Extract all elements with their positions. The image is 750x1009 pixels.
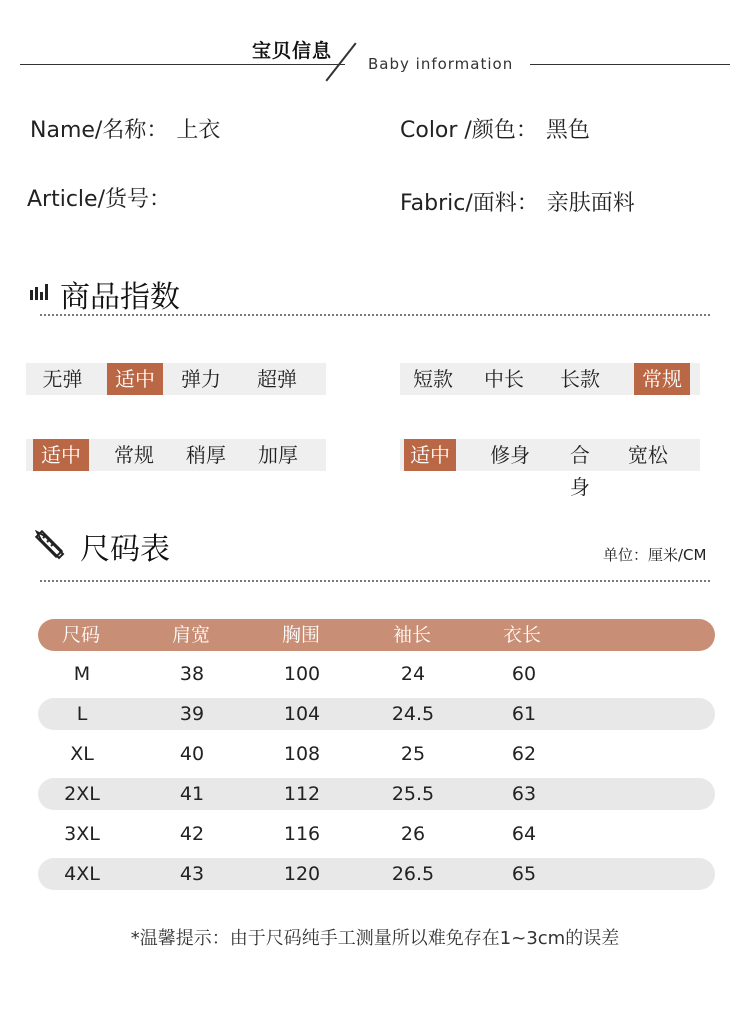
cell-length: 64 bbox=[511, 823, 537, 845]
cell-chest: 112 bbox=[283, 783, 321, 805]
cell-size: XL bbox=[70, 743, 94, 765]
header-divider-right bbox=[530, 64, 730, 65]
indicator-row-length bbox=[400, 363, 700, 395]
cell-sleeve: 24.5 bbox=[391, 703, 435, 725]
cell-sleeve: 25.5 bbox=[391, 783, 435, 805]
info-fabric-value: 亲肤面料 bbox=[546, 191, 635, 216]
table-row bbox=[38, 738, 715, 770]
cell-sleeve: 26.5 bbox=[391, 863, 435, 885]
info-fabric-label: Fabric/面料： bbox=[400, 191, 539, 216]
cell-sleeve: 24 bbox=[400, 663, 426, 685]
indicator-option: 短款 bbox=[413, 367, 453, 391]
section-subtitle-baby-info: Baby information bbox=[368, 55, 514, 73]
cell-shoulder: 38 bbox=[179, 663, 205, 685]
info-color-value: 黑色 bbox=[545, 118, 590, 143]
indicator-row-fit bbox=[400, 439, 700, 499]
cell-length: 65 bbox=[511, 863, 537, 885]
info-name bbox=[30, 113, 220, 144]
ruler-pencil-icon bbox=[33, 528, 65, 560]
cell-shoulder: 42 bbox=[179, 823, 205, 845]
indicator-option: 加厚 bbox=[258, 443, 298, 467]
info-article-label: Article/货号： bbox=[27, 187, 171, 212]
indicator-option: 长款 bbox=[560, 367, 600, 391]
cell-chest: 108 bbox=[283, 743, 321, 765]
indicator-option: 宽松 bbox=[627, 443, 668, 467]
indicator-option: 稍厚 bbox=[186, 443, 226, 467]
cell-chest: 116 bbox=[283, 823, 321, 845]
bar-chart-icon bbox=[30, 284, 48, 300]
cell-shoulder: 39 bbox=[179, 703, 205, 725]
cell-length: 61 bbox=[511, 703, 537, 725]
table-row bbox=[38, 778, 715, 810]
indicator-option: 常规 bbox=[114, 443, 154, 467]
cell-size: 3XL bbox=[64, 823, 100, 845]
indicator-option: 弹力 bbox=[181, 367, 221, 391]
indicator-option: 中长 bbox=[484, 367, 524, 391]
indicator-row-thickness bbox=[26, 439, 326, 471]
header-chest: 胸围 bbox=[281, 624, 320, 646]
header-shoulder: 肩宽 bbox=[171, 624, 210, 646]
cell-chest: 100 bbox=[283, 663, 321, 685]
indicator-option: 修身 bbox=[490, 443, 531, 467]
cell-length: 60 bbox=[511, 663, 537, 685]
size-table-header bbox=[38, 619, 715, 651]
cell-shoulder: 41 bbox=[179, 783, 205, 805]
indicator-option-selected: 适中 bbox=[33, 439, 89, 471]
cell-size: M bbox=[73, 663, 91, 685]
info-fabric bbox=[400, 186, 635, 217]
table-row bbox=[38, 818, 715, 850]
cell-size: 4XL bbox=[64, 863, 100, 885]
info-article bbox=[27, 182, 179, 213]
cell-shoulder: 40 bbox=[179, 743, 205, 765]
measurement-note: *温馨提示：由于尺码纯手工测量所以难免存在1~3cm的误差 bbox=[130, 928, 620, 949]
cell-chest: 120 bbox=[283, 863, 321, 885]
header-size: 尺码 bbox=[61, 624, 100, 646]
cell-chest: 104 bbox=[283, 703, 321, 725]
section-title-size-chart: 尺码表 bbox=[80, 532, 170, 567]
cell-shoulder: 43 bbox=[179, 863, 205, 885]
header-sleeve: 袖长 bbox=[392, 624, 431, 646]
indicator-option-selected: 适中 bbox=[107, 363, 163, 395]
dotted-divider bbox=[40, 580, 710, 582]
info-color-label: Color /颜色： bbox=[400, 118, 538, 143]
table-row bbox=[38, 858, 715, 890]
cell-sleeve: 25 bbox=[400, 743, 426, 765]
info-color bbox=[400, 113, 590, 144]
indicator-option: 合身 bbox=[569, 443, 590, 499]
info-name-label: Name/名称： bbox=[30, 118, 169, 143]
table-row bbox=[38, 698, 715, 730]
cell-size: L bbox=[76, 703, 88, 725]
unit-label: 单位：厘米/CM bbox=[603, 546, 707, 564]
cell-length: 63 bbox=[511, 783, 537, 805]
indicator-option: 无弹 bbox=[42, 367, 83, 391]
indicator-option: 超弹 bbox=[257, 367, 297, 391]
table-row bbox=[38, 658, 715, 690]
indicator-option-selected: 适中 bbox=[404, 439, 456, 471]
indicator-option-selected: 常规 bbox=[634, 363, 690, 395]
section-title-baby-info: 宝贝信息 bbox=[252, 40, 333, 62]
header-divider-left bbox=[20, 64, 345, 65]
header-length: 衣长 bbox=[502, 624, 541, 646]
dotted-divider bbox=[40, 314, 710, 316]
section-title-product-index: 商品指数 bbox=[60, 280, 180, 315]
cell-size: 2XL bbox=[64, 783, 100, 805]
info-name-value: 上衣 bbox=[176, 118, 221, 143]
cell-length: 62 bbox=[511, 743, 537, 765]
indicator-row-elasticity bbox=[26, 363, 326, 395]
cell-sleeve: 26 bbox=[400, 823, 426, 845]
